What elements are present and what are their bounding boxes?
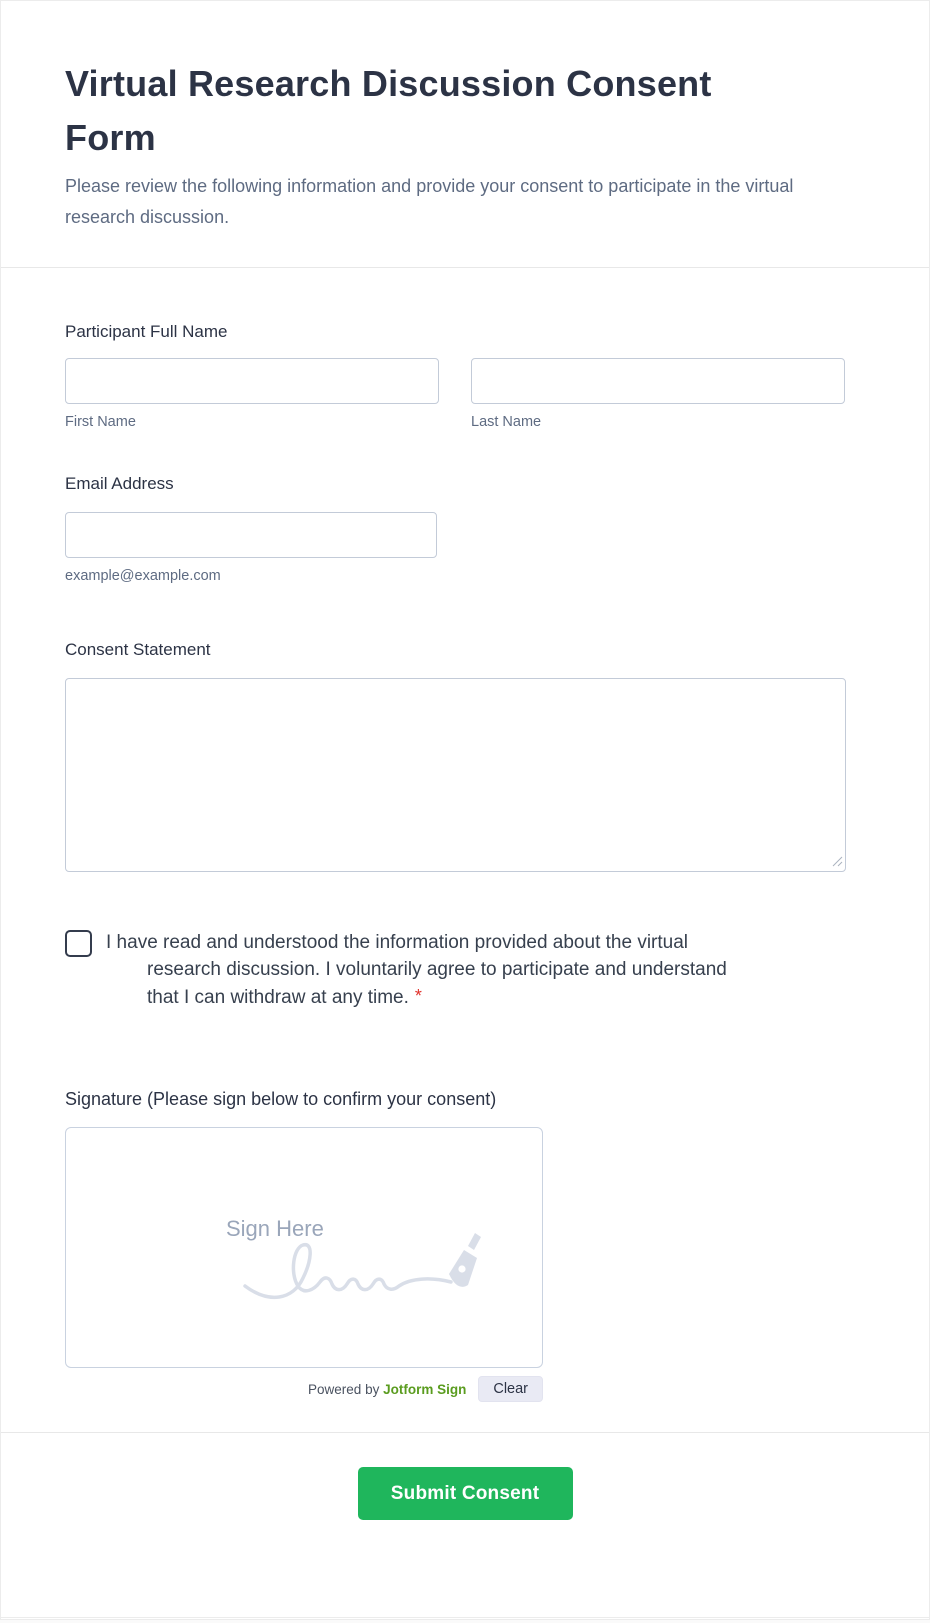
signature-squiggle-icon xyxy=(241,1228,501,1308)
form-subtitle: Please review the following information and provide your consent to participate in the virtual research discussion. xyxy=(65,176,794,227)
field-email xyxy=(65,472,865,586)
powered-by-text xyxy=(308,1382,466,1397)
submit-button[interactable]: Submit Consent xyxy=(358,1467,573,1520)
last-name-sublabel: Last Name xyxy=(471,414,542,430)
email-sublabel: example@example.com xyxy=(65,568,221,584)
first-name-input[interactable] xyxy=(65,358,439,404)
name-row xyxy=(65,358,865,432)
email-input-wrap xyxy=(65,512,437,586)
consent-checkbox-label-text: I have read and understood the information provided about the virtual research discussion. I voluntarily agree to participate and understand that I can withdraw at any time. xyxy=(106,932,727,1008)
consent-checkbox[interactable] xyxy=(65,930,92,957)
form-footer xyxy=(1,1432,929,1619)
email-input[interactable] xyxy=(65,512,437,558)
field-signature xyxy=(65,1087,865,1402)
powered-by-row xyxy=(65,1376,543,1402)
required-asterisk: * xyxy=(414,986,422,1006)
jotform-sign-brand: Jotform Sign xyxy=(383,1381,467,1397)
sign-here-placeholder: Sign Here xyxy=(226,1216,324,1241)
signature-pad[interactable] xyxy=(65,1127,543,1368)
field-consent-statement xyxy=(65,638,865,872)
page-title: Virtual Research Discussion Consent Form xyxy=(65,63,712,158)
field-label-full-name: Participant Full Name xyxy=(65,322,228,341)
form-header xyxy=(1,1,929,268)
powered-by-prefix: Powered by xyxy=(308,1381,380,1397)
field-agreement xyxy=(65,928,865,1011)
consent-checkbox-label xyxy=(106,929,754,1011)
first-name-col xyxy=(65,358,439,432)
last-name-col xyxy=(471,358,845,432)
last-name-input[interactable] xyxy=(471,358,845,404)
form-body xyxy=(1,268,929,1432)
bottom-edge-line xyxy=(1,1617,929,1619)
field-label-consent-statement: Consent Statement xyxy=(65,640,211,659)
pen-icon xyxy=(449,1233,481,1287)
consent-textarea-wrap xyxy=(65,678,846,872)
first-name-sublabel: First Name xyxy=(65,414,136,430)
field-label-signature: Signature (Please sign below to confirm your consent) xyxy=(65,1089,497,1109)
field-full-name xyxy=(65,320,865,432)
clear-button[interactable]: Clear xyxy=(478,1376,543,1402)
consent-statement-textarea[interactable] xyxy=(65,678,846,872)
field-label-email: Email Address xyxy=(65,474,174,493)
